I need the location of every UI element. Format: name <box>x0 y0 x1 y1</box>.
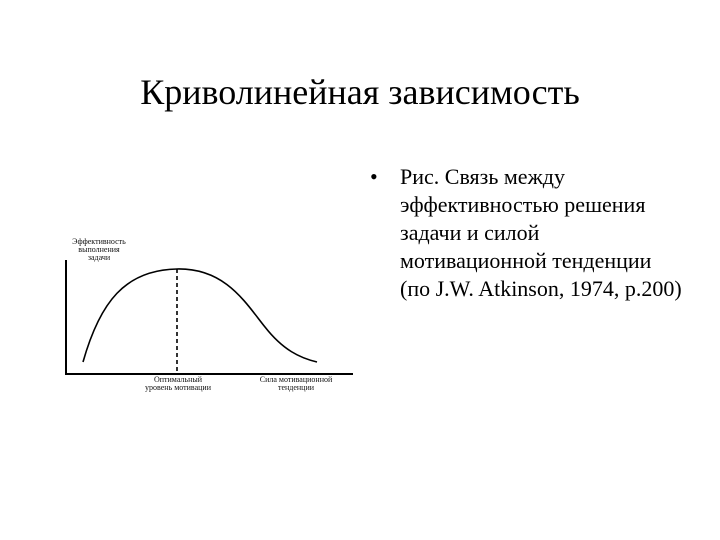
optimal-level-label-line2: уровень мотивации <box>144 383 211 392</box>
caption-text: Рис. Связь между эффективностью решения задачи и силой мотивационной тенденции (по J.W. Atkinson, 1974, p.200) <box>400 164 682 301</box>
slide-title: Криволинейная зависимость <box>140 72 580 112</box>
optimal-level-label <box>133 376 223 392</box>
x-axis-label-line2: тенденции <box>277 383 315 392</box>
motivation-performance-figure <box>55 232 355 402</box>
performance-curve <box>83 269 317 362</box>
y-axis-label-line3: задачи <box>87 253 111 262</box>
y-axis-label <box>63 238 135 262</box>
x-axis-label <box>241 376 351 392</box>
y-axis-label-line2: выполнения <box>78 245 120 254</box>
y-axis-label-line1: Эффективность <box>72 237 126 246</box>
optimal-level-label-line1: Оптимальный <box>153 375 203 384</box>
bullet-marker: • <box>370 164 378 189</box>
x-axis-label-line1: Сила мотивационной <box>259 375 333 384</box>
